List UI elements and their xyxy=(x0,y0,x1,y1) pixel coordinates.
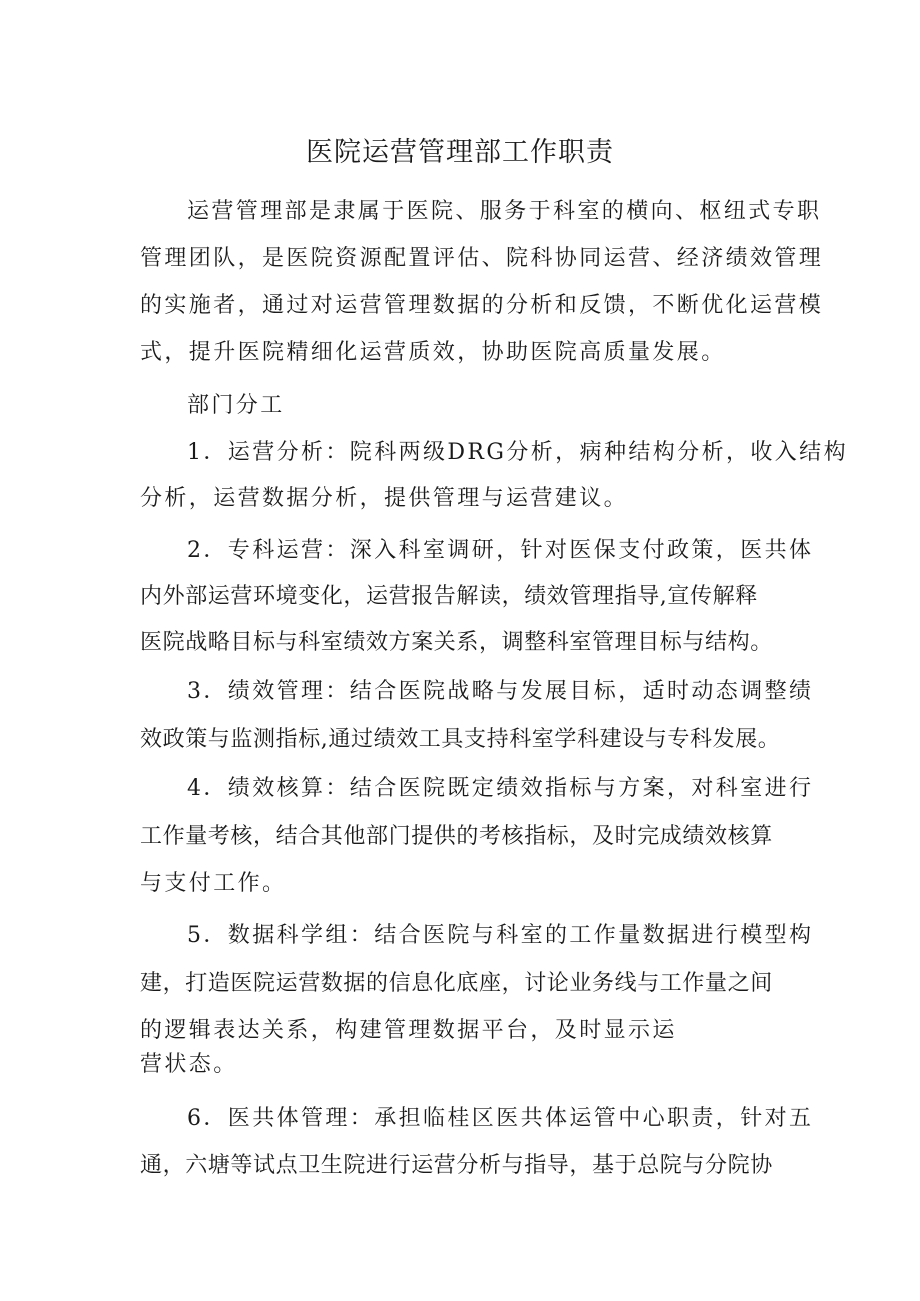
intro-line-3: 的实施者，通过对运营管理数据的分析和反馈，不断优化运营模 xyxy=(140,293,824,318)
intro-line-1: 运营管理部是隶属于医院、服务于科室的横向、枢纽式专职 xyxy=(187,199,822,224)
item-4-line-2: 工作量考核，结合其他部门提供的考核指标，及时完成绩效核算 xyxy=(140,824,773,849)
section-heading: 部门分工 xyxy=(187,393,285,418)
item-3-line-2: 效政策与监测指标,通过绩效工具支持科室学科建设与专科发展。 xyxy=(140,727,781,752)
item-4-line-1: 4．绩效核算：结合医院既定绩效指标与方案，对科室进行 xyxy=(187,776,814,801)
item-4-line-3: 与支付工作。 xyxy=(140,871,287,896)
item-5-line-4: 营状态。 xyxy=(140,1052,238,1077)
item-5-line-1: 5．数据科学组：结合医院与科室的工作量数据进行模型构 xyxy=(187,923,814,948)
intro-line-4: 式，提升医院精细化运营质效，协助医院高质量发展。 xyxy=(140,340,726,365)
item-2-line-2: 内外部运营环境变化，运营报告解读，绩效管理指导,宣传解释 xyxy=(140,584,758,609)
item-6-line-2: 通，六塘等试点卫生院进行运营分析与指导，基于总院与分院协 xyxy=(140,1153,773,1178)
item-6-line-1: 6．医共体管理：承担临桂区医共体运管中心职责，针对五 xyxy=(187,1106,814,1131)
document-title: 医院运营管理部工作职责 xyxy=(306,137,614,168)
item-2-line-1: 2．专科运营：深入科室调研，针对医保支付政策，医共体 xyxy=(187,538,814,563)
item-1-line-2: 分析，运营数据分析，提供管理与运营建议。 xyxy=(140,486,629,511)
intro-line-2: 管理团队，是医院资源配置评估、院科协同运营、经济绩效管理 xyxy=(140,246,824,271)
item-2-line-3: 医院战略目标与科室绩效方案关系，调整科室管理目标与结构。 xyxy=(140,630,773,655)
item-1-line-1: 1．运营分析：院科两级DRG分析，病种结构分析，收入结构 xyxy=(187,440,848,465)
item-5-line-3: 的逻辑表达关系，构建管理数据平台，及时显示运 xyxy=(140,1018,677,1043)
item-3-line-1: 3．绩效管理：结合医院战略与发展目标，适时动态调整绩 xyxy=(187,679,814,704)
item-5-line-2: 建，打造医院运营数据的信息化底座，讨论业务线与工作量之间 xyxy=(140,971,773,996)
